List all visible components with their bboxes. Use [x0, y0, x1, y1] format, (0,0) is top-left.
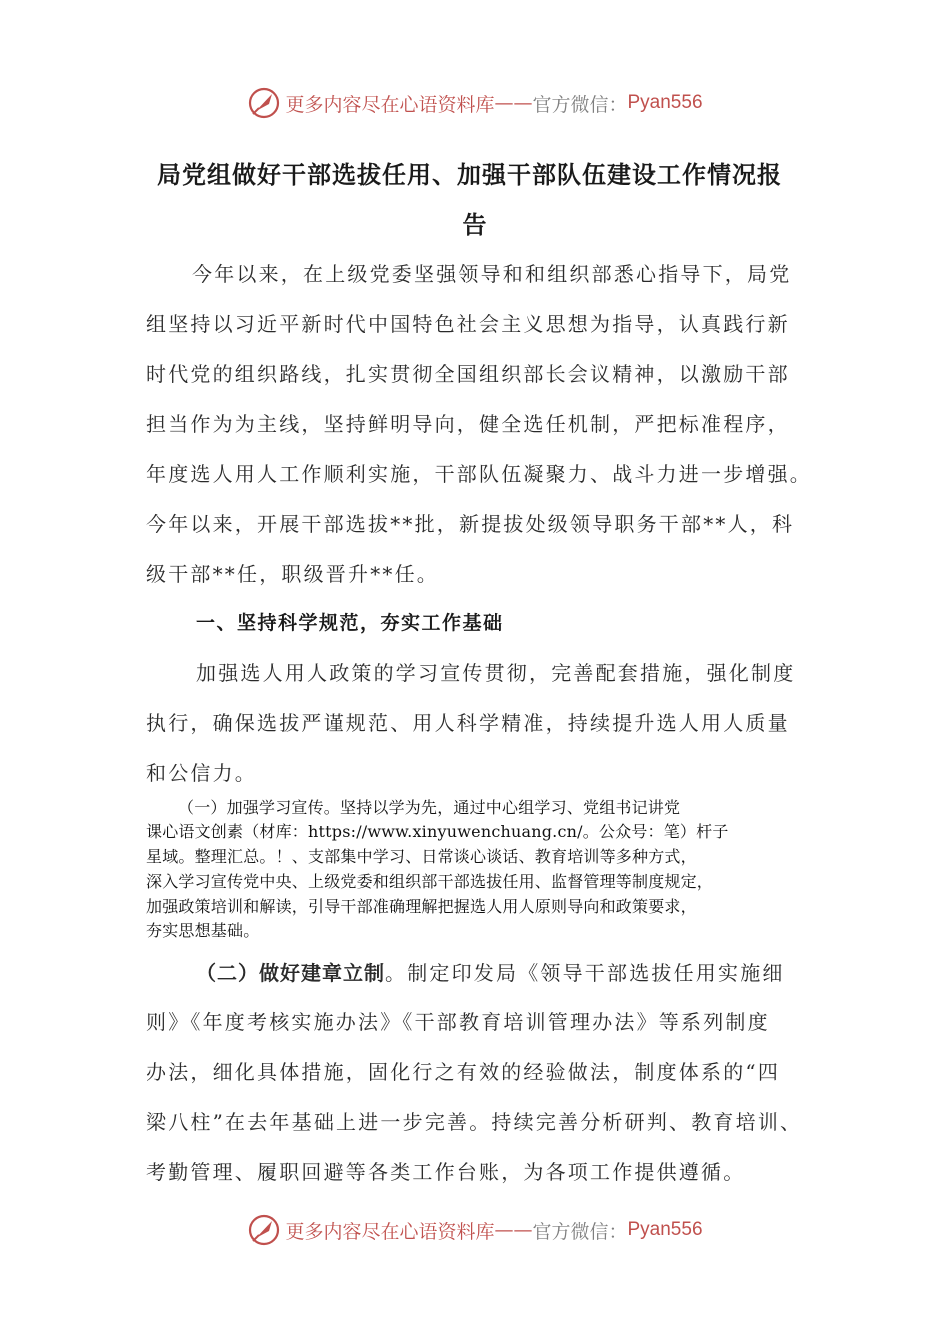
subsection-line: （一）加强学习宣传。坚持以学为先，通过中心组学习、党组书记讲党 [178, 798, 681, 817]
subsection-first-text: 。制定印发局《领导干部选拔任用实施细 [385, 961, 785, 985]
banner-wechat-label: 官方微信： [532, 1220, 628, 1243]
intro-line: 今年以来，开展干部选拔**批，新提拔处级领导职务干部**人，科 [146, 512, 795, 536]
banner-wechat-id: Pyan556 [627, 1219, 703, 1240]
subsection-line: 加强政策培训和解读，引导干部准确理解把握选人用人原则导向和政策要求， [146, 897, 697, 916]
banner-dash: —— [494, 92, 533, 114]
intro-line: 今年以来，在上级党委坚强领导和和组织部悉心指导下，局党 [192, 262, 792, 286]
intro-line: 年度选人用人工作顺利实施，干部队伍凝聚力、战斗力进一步增强。 [146, 462, 812, 486]
subsection-line: 夯实思想基础。 [146, 921, 260, 940]
subsection-line: 深入学习宣传党中央、上级党委和组织部干部选拔任用、监督管理等制度规定， [146, 872, 714, 891]
banner-dash: —— [494, 1219, 533, 1241]
section-para-line: 和公信力。 [146, 761, 257, 785]
banner-main-text: 更多内容尽在心语资料库 [285, 1220, 495, 1243]
intro-line: 组坚持以习近平新时代中国特色社会主义思想为指导，认真践行新 [146, 312, 790, 336]
banner-main-text: 更多内容尽在心语资料库 [285, 93, 495, 116]
subsection-line: 办法，细化具体措施，固化行之有效的经验做法，制度体系的“四 [146, 1060, 781, 1084]
subsection-line: 课心语文创素（材库：https://www.xinyuwenchuang.cn/。公众号：笔）杆子 [146, 822, 729, 841]
subsection-first-line [196, 957, 876, 986]
section-para-line: 执行，确保选拔严谨规范、用人科学精准，持续提升选人用人质量 [146, 711, 790, 735]
document-title-line1: 局党组做好干部选拔任用、加强干部队伍建设工作情况报 [157, 161, 782, 189]
banner-wechat-id: Pyan556 [627, 92, 703, 113]
banner-wechat-label: 官方微信： [532, 93, 628, 116]
subsection-line: 考勤管理、履职回避等各类工作台账，为各项工作提供遵循。 [146, 1160, 746, 1184]
quill-logo-icon [247, 1213, 281, 1247]
quill-logo-icon [247, 86, 281, 120]
intro-line: 时代党的组织路线，扎实贯彻全国组织部长会议精神，以激励干部 [146, 362, 790, 386]
document-title-line2: 告 [462, 211, 488, 239]
subsection-line: 星域。整理汇总。！、支部集中学习、日常谈心谈话、教育培训等多种方式， [146, 847, 697, 866]
section-para-line: 加强选人用人政策的学习宣传贯彻，完善配套措施，强化制度 [196, 661, 796, 685]
subsection-line: 梁八柱”在去年基础上进一步完善。持续完善分析研判、教育培训、 [146, 1110, 803, 1134]
subsection-label: （二）做好建章立制 [196, 961, 385, 985]
intro-line: 级干部**任，职级晋升**任。 [146, 562, 439, 586]
section-heading: 一、坚持科学规范，夯实工作基础 [196, 612, 504, 634]
header-banner [0, 83, 950, 123]
intro-line: 担当作为为主线，坚持鲜明导向，健全选任机制，严把标准程序， [146, 412, 790, 436]
subsection-line: 则》《年度考核实施办法》《干部教育培训管理办法》等系列制度 [146, 1010, 770, 1034]
footer-banner [0, 1210, 950, 1250]
